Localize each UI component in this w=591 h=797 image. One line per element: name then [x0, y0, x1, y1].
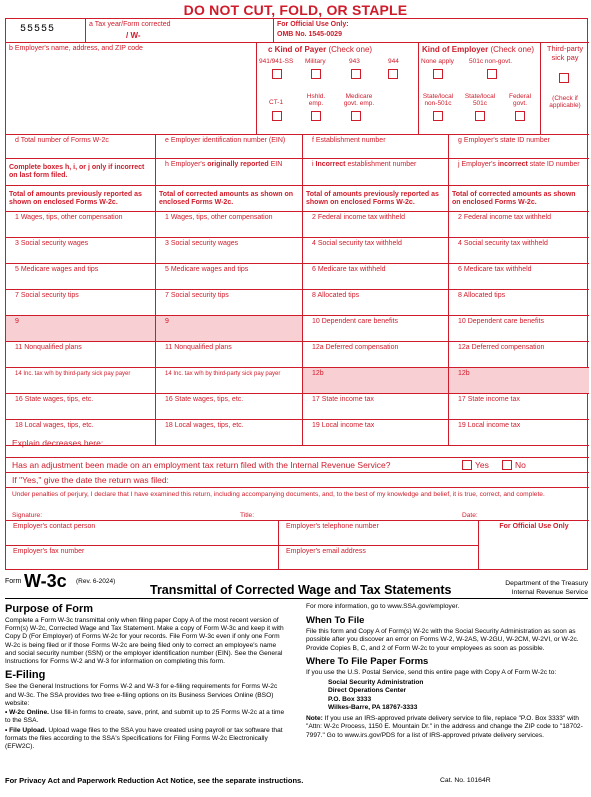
payer-hshld-checkbox[interactable] — [311, 111, 321, 121]
amount-box-left-corr-2[interactable] — [156, 264, 303, 290]
payer-opt-941: 941/941-SS — [259, 58, 294, 65]
note-label: Note: — [306, 715, 323, 723]
amount-box-left-corr-4[interactable] — [156, 316, 303, 342]
amount-box-label: 12a Deferred compensation — [458, 344, 545, 351]
file-upload-text: Upload wage files to the SSA you have created using payroll or tax software that formats the files according to the SSA's Specifications for Filing Forms W-2c Electronically (EFW2C). — [5, 726, 283, 751]
amount-box-left-corr-5[interactable] — [156, 342, 303, 368]
title-label: Title: — [240, 512, 255, 519]
header-corr-left: Total of corrected amounts as shown on enclosed Forms W-2c. — [156, 186, 303, 212]
contact-person-label: Employer's contact person — [13, 523, 96, 530]
omb-number: OMB No. 1545-0029 — [277, 31, 342, 39]
amount-box-label: 5 Medicare wages and tips — [165, 266, 249, 273]
emp-none-checkbox[interactable] — [433, 69, 443, 79]
when-heading: When To File — [306, 615, 365, 627]
adjustment-yes-label: Yes — [475, 460, 489, 470]
amount-box-right-corr-4[interactable] — [449, 316, 589, 342]
box-h-prefix: h Employer's — [165, 161, 206, 168]
amount-box-label: 5 Medicare wages and tips — [15, 266, 99, 273]
amount-box-right-corr-3[interactable] — [449, 290, 589, 316]
amount-box-label: 4 Social security tax withheld — [312, 240, 402, 247]
emp-opt-none: None apply — [421, 58, 454, 65]
box-b-label: b Employer's name, address, and ZIP code — [9, 45, 143, 52]
fax-box[interactable] — [6, 546, 279, 570]
third-party-label: Third-party sick pay — [546, 44, 584, 62]
amount-box-left-prev-7[interactable] — [6, 394, 156, 420]
more-info-text: For more information, go to www.SSA.gov/employer. — [306, 603, 460, 610]
telephone-box[interactable] — [279, 521, 479, 546]
footer-divider — [5, 598, 588, 599]
amount-box-label: 6 Medicare tax withheld — [458, 266, 532, 273]
amount-box-left-prev-0[interactable] — [6, 212, 156, 238]
where-text: If you use the U.S. Postal Service, send this entire page with Copy A of Form W-2c to: — [306, 668, 557, 676]
complete-boxes-note: Complete boxes h, i, or j only if incorrect on last form filed. — [6, 159, 156, 186]
emp-federal-checkbox[interactable] — [515, 111, 525, 121]
box-e-label: e Employer identification number (EIN) — [165, 137, 286, 144]
fax-label: Employer's fax number — [13, 548, 85, 555]
payer-opt-ct1: CT-1 — [269, 99, 284, 106]
dept-treasury: Department of the Treasury — [505, 580, 588, 587]
amount-box-label: 12b — [458, 370, 470, 377]
box-j[interactable] — [449, 159, 589, 186]
when-text: File this form and Copy A of Form(s) W-2c with the Social Security Administration as soon as possible after you discover an error on Forms W-2, W-2AS, W-2GU, W-2CM, W-2VI, or W-2c. Provide Copies B, C, and 2 of Form W-2c to your employees as soon as possible. — [306, 628, 579, 652]
amount-box-right-prev-5[interactable] — [303, 342, 449, 368]
amount-box-right-prev-0[interactable] — [303, 212, 449, 238]
box-b-employer-address[interactable] — [6, 43, 257, 135]
amount-box-left-corr-0[interactable] — [156, 212, 303, 238]
explain-label: Explain decreases here: — [12, 438, 104, 448]
where-heading: Where To File Paper Forms — [306, 655, 429, 667]
box-a-tax-year[interactable] — [86, 19, 274, 43]
amount-box-left-corr-3[interactable] — [156, 290, 303, 316]
box-e[interactable] — [156, 135, 303, 159]
perjury-row — [6, 488, 589, 521]
amount-box-right-prev-4[interactable] — [303, 316, 449, 342]
box-d-label: d Total number of Forms W-2c — [15, 137, 109, 144]
amount-box-label: 2 Federal income tax withheld — [312, 214, 405, 221]
amount-box-label: 16 State wages, tips, etc. — [15, 396, 94, 403]
official-use-top — [274, 19, 589, 43]
emp-opt-statelocal-non501c: State/local non-501c — [422, 93, 454, 108]
box-i[interactable] — [303, 159, 449, 186]
email-label: Employer's email address — [286, 548, 366, 555]
payer-medicare-checkbox[interactable] — [351, 111, 361, 121]
amount-box-right-prev-2[interactable] — [303, 264, 449, 290]
third-party-checkbox[interactable] — [559, 73, 569, 83]
w3c-form — [5, 18, 588, 570]
amount-box-label: 17 State income tax — [312, 396, 374, 403]
cat-number: Cat. No. 10164R — [440, 777, 491, 784]
third-party-note: (Check if applicable) — [549, 95, 581, 110]
contact-person-box[interactable] — [6, 521, 279, 546]
instructions-left — [5, 603, 288, 751]
purpose-text: Complete a Form W-3c transmittal only when filing paper Copy A of the most recent version of Form(s) W-2c, Corrected Wage and Tax Statement. Make a copy of Form W-3c and keep it with Copy D (For Employer) of Forms W-2c for your records. File Form W-3c even if only one Form W-2c is being filed or if those Forms W-2c are being filed only to correct an employee's name and social security number (SSN) or the employer identification number (EIN). See the General Instructions for Forms W-2 and W-3 for information on completing this form. — [5, 617, 284, 666]
instructions-right — [306, 603, 588, 740]
box-j-bold: incorrect — [497, 161, 528, 168]
amount-box-left-corr-1[interactable] — [156, 238, 303, 264]
efile-heading: E-Filing — [5, 669, 46, 682]
payer-944-checkbox[interactable] — [388, 69, 398, 79]
amount-box-right-corr-2[interactable] — [449, 264, 589, 290]
box-h[interactable] — [156, 159, 303, 186]
control-number: 55555 — [20, 24, 56, 35]
control-number-box[interactable] — [6, 19, 86, 43]
email-box[interactable] — [279, 546, 479, 570]
amount-box-right-corr-1[interactable] — [449, 238, 589, 264]
employer-kind-title: Kind of Employer — [422, 45, 489, 54]
amount-box-label: 7 Social security tips — [15, 292, 79, 299]
amount-box-label: 3 Social security wages — [165, 240, 239, 247]
amount-box-label: 1 Wages, tips, other compensation — [165, 214, 273, 221]
adjustment-no-label: No — [515, 460, 526, 470]
amount-box-label: 14 Inc. tax w/h by third-party sick pay payer — [165, 371, 281, 377]
emp-opt-statelocal-501c: State/local 501c — [464, 93, 496, 108]
amount-box-label: 8 Allocated tips — [312, 292, 360, 299]
amount-box-label: 17 State income tax — [458, 396, 520, 403]
efile-text: See the General Instructions for Forms W-2 and W-3 for e-filing requirements for Forms W-2c and W-3c. The SSA provides two free e-filing options on its Business Services Online (BSO) website: — [5, 683, 278, 707]
amount-box-left-prev-1[interactable] — [6, 238, 156, 264]
payer-opt-military: Military — [305, 58, 326, 65]
payer-ct1-checkbox[interactable] — [272, 111, 282, 121]
box-g[interactable] — [449, 135, 589, 159]
amount-box-left-prev-4[interactable] — [6, 316, 156, 342]
adjustment-question: Has an adjustment been made on an employment tax return filed with the Internal Revenue Service? — [12, 460, 391, 470]
form-name: W-3c — [24, 571, 67, 591]
privacy-notice: For Privacy Act and Paperwork Reduction Act Notice, see the separate instructions. — [5, 776, 304, 785]
dept-irs: Internal Revenue Service — [511, 589, 588, 596]
amount-box-label: 16 State wages, tips, etc. — [165, 396, 244, 403]
payer-opt-medicare: Medicare govt. emp. — [343, 93, 375, 108]
box-i-suffix: establishment number — [347, 161, 417, 168]
address-line-3: P.O. Box 3333 — [328, 695, 372, 703]
if-yes-row[interactable] — [6, 473, 589, 488]
amount-box-label: 19 Local income tax — [312, 422, 375, 429]
explain-decreases[interactable] — [6, 432, 589, 458]
third-party-sick-pay — [541, 43, 589, 135]
amount-box-label: 18 Local wages, tips, etc. — [15, 422, 94, 429]
amount-box-label: 4 Social security tax withheld — [458, 240, 548, 247]
emp-statelocal-non501c-checkbox[interactable] — [433, 111, 443, 121]
signature-label: Signature: — [12, 512, 43, 519]
box-a-label: a Tax year/Form corrected — [89, 21, 171, 28]
if-yes-label: If "Yes," give the date the return was filed: — [12, 475, 169, 485]
amount-box-label: 10 Dependent care benefits — [458, 318, 545, 325]
w2c-online-label: • W-2c Online. — [5, 709, 49, 717]
box-j-suffix: state ID number — [529, 161, 580, 168]
amount-box-label: 10 Dependent care benefits — [312, 318, 399, 325]
box-i-prefix: i — [312, 161, 314, 168]
amount-box-left-prev-6[interactable] — [6, 368, 156, 394]
amount-box-label: 11 Nonqualified plans — [165, 344, 232, 351]
header-prev-right: Total of amounts previously reported as shown on enclosed Forms W-2c. — [303, 186, 449, 212]
amount-box-label: 6 Medicare tax withheld — [312, 266, 386, 273]
emp-statelocal-501c-checkbox[interactable] — [475, 111, 485, 121]
official-use-bottom — [479, 521, 589, 571]
header-prev-left: Total of amounts previously reported as shown on enclosed Forms W-2c. — [6, 186, 156, 212]
box-i-bold: Incorrect — [315, 161, 346, 168]
official-use-label: For Official Use Only: — [277, 21, 349, 28]
box-f[interactable] — [303, 135, 449, 159]
amount-box-left-prev-2[interactable] — [6, 264, 156, 290]
amount-box-label: 9 — [165, 318, 169, 325]
box-g-label: g Employer's state ID number — [458, 137, 550, 144]
amount-box-label: 7 Social security tips — [165, 292, 229, 299]
adjustment-yes-checkbox[interactable] — [462, 460, 472, 470]
amount-box-label: 14 Inc. tax w/h by third-party sick pay payer — [15, 371, 131, 377]
form-title: Transmittal of Corrected Wage and Tax Statements — [150, 583, 452, 597]
amount-box-label: 11 Nonqualified plans — [15, 344, 82, 351]
amount-box-label: 18 Local wages, tips, etc. — [165, 422, 244, 429]
emp-501c-checkbox[interactable] — [487, 69, 497, 79]
payer-opt-943: 943 — [349, 58, 360, 65]
emp-opt-federal: Federal govt. — [508, 93, 532, 108]
amount-box-left-prev-3[interactable] — [6, 290, 156, 316]
perjury-text: Under penalties of perjury, I declare that I have examined this return, including accompanying documents, and, to the best of my knowledge and belief, it is true, correct, and complete. — [12, 491, 545, 498]
box-c-kind-of-payer — [257, 43, 419, 135]
box-j-prefix: j Employer's — [458, 161, 496, 168]
employer-kind-note: (Check one) — [490, 45, 535, 54]
payer-military-checkbox[interactable] — [311, 69, 321, 79]
amount-box-label: 2 Federal income tax withheld — [458, 214, 551, 221]
box-h-bold: originally reported — [207, 161, 269, 168]
amount-box-label: 12a Deferred compensation — [312, 344, 399, 351]
amount-box-left-prev-5[interactable] — [6, 342, 156, 368]
box-a-value: / W- — [126, 31, 141, 40]
amount-box-label: 8 Allocated tips — [458, 292, 506, 299]
official-use-bottom-label: For Official Use Only — [499, 523, 569, 530]
amount-box-right-prev-1[interactable] — [303, 238, 449, 264]
box-f-label: f Establishment number — [312, 137, 386, 144]
payer-title: c Kind of Payer — [268, 45, 327, 54]
box-d[interactable] — [6, 135, 156, 159]
payer-941-checkbox[interactable] — [272, 69, 282, 79]
amount-box-label: 12b — [312, 370, 324, 377]
amount-box-right-prev-6[interactable] — [303, 368, 449, 394]
amount-box-right-corr-5[interactable] — [449, 342, 589, 368]
amount-box-left-corr-7[interactable] — [156, 394, 303, 420]
amount-box-label: 9 — [15, 318, 19, 325]
payer-title-note: (Check one) — [328, 45, 373, 54]
file-upload-label: • File Upload. — [5, 726, 47, 734]
amount-box-label: 3 Social security wages — [15, 240, 89, 247]
emp-opt-501c: 501c non-govt. — [469, 58, 513, 65]
kind-of-employer — [419, 43, 541, 135]
purpose-heading: Purpose of Form — [5, 603, 94, 615]
amount-box-left-corr-6[interactable] — [156, 368, 303, 394]
address-line-4: Wilkes-Barre, PA 18767-3333 — [328, 703, 418, 711]
address-line-2: Direct Operations Center — [328, 687, 407, 695]
form-rev: (Rev. 6-2024) — [76, 578, 116, 585]
box-h-suffix: EIN — [270, 161, 283, 168]
note-text: If you use an IRS-approved private delivery service to file, replace "P.O. Box 3333" with "Attn: W-2c Process, 1150 E. Mountain Dr." in the address and change the ZIP code to "18702-7997." Go to www.irs.gov/PDS for a list of IRS-approved private delivery services. — [306, 715, 583, 739]
amount-box-right-corr-7[interactable] — [449, 394, 589, 420]
adjustment-row — [6, 458, 589, 473]
payer-943-checkbox[interactable] — [351, 69, 361, 79]
date-label: Date: — [462, 512, 478, 519]
amount-box-right-prev-7[interactable] — [303, 394, 449, 420]
payer-opt-hshld: Hshld. emp. — [306, 93, 326, 108]
payer-opt-944: 944 — [388, 58, 399, 65]
amount-box-label: 19 Local income tax — [458, 422, 521, 429]
do-not-cut-banner: DO NOT CUT, FOLD, OR STAPLE — [183, 2, 408, 18]
address-line-1: Social Security Administration — [328, 679, 424, 687]
amount-box-label: 1 Wages, tips, other compensation — [15, 214, 123, 221]
amount-box-right-corr-0[interactable] — [449, 212, 589, 238]
form-word: Form — [5, 578, 22, 585]
amount-box-right-corr-6[interactable] — [449, 368, 589, 394]
header-corr-right: Total of corrected amounts as shown on enclosed Forms W-2c. — [449, 186, 589, 212]
telephone-label: Employer's telephone number — [286, 523, 379, 530]
adjustment-no-checkbox[interactable] — [502, 460, 512, 470]
amount-box-right-prev-3[interactable] — [303, 290, 449, 316]
w2c-online-text: Use fill-in forms to create, save, print, and submit up to 25 Forms W-2c at a time to the SSA. — [5, 709, 285, 725]
